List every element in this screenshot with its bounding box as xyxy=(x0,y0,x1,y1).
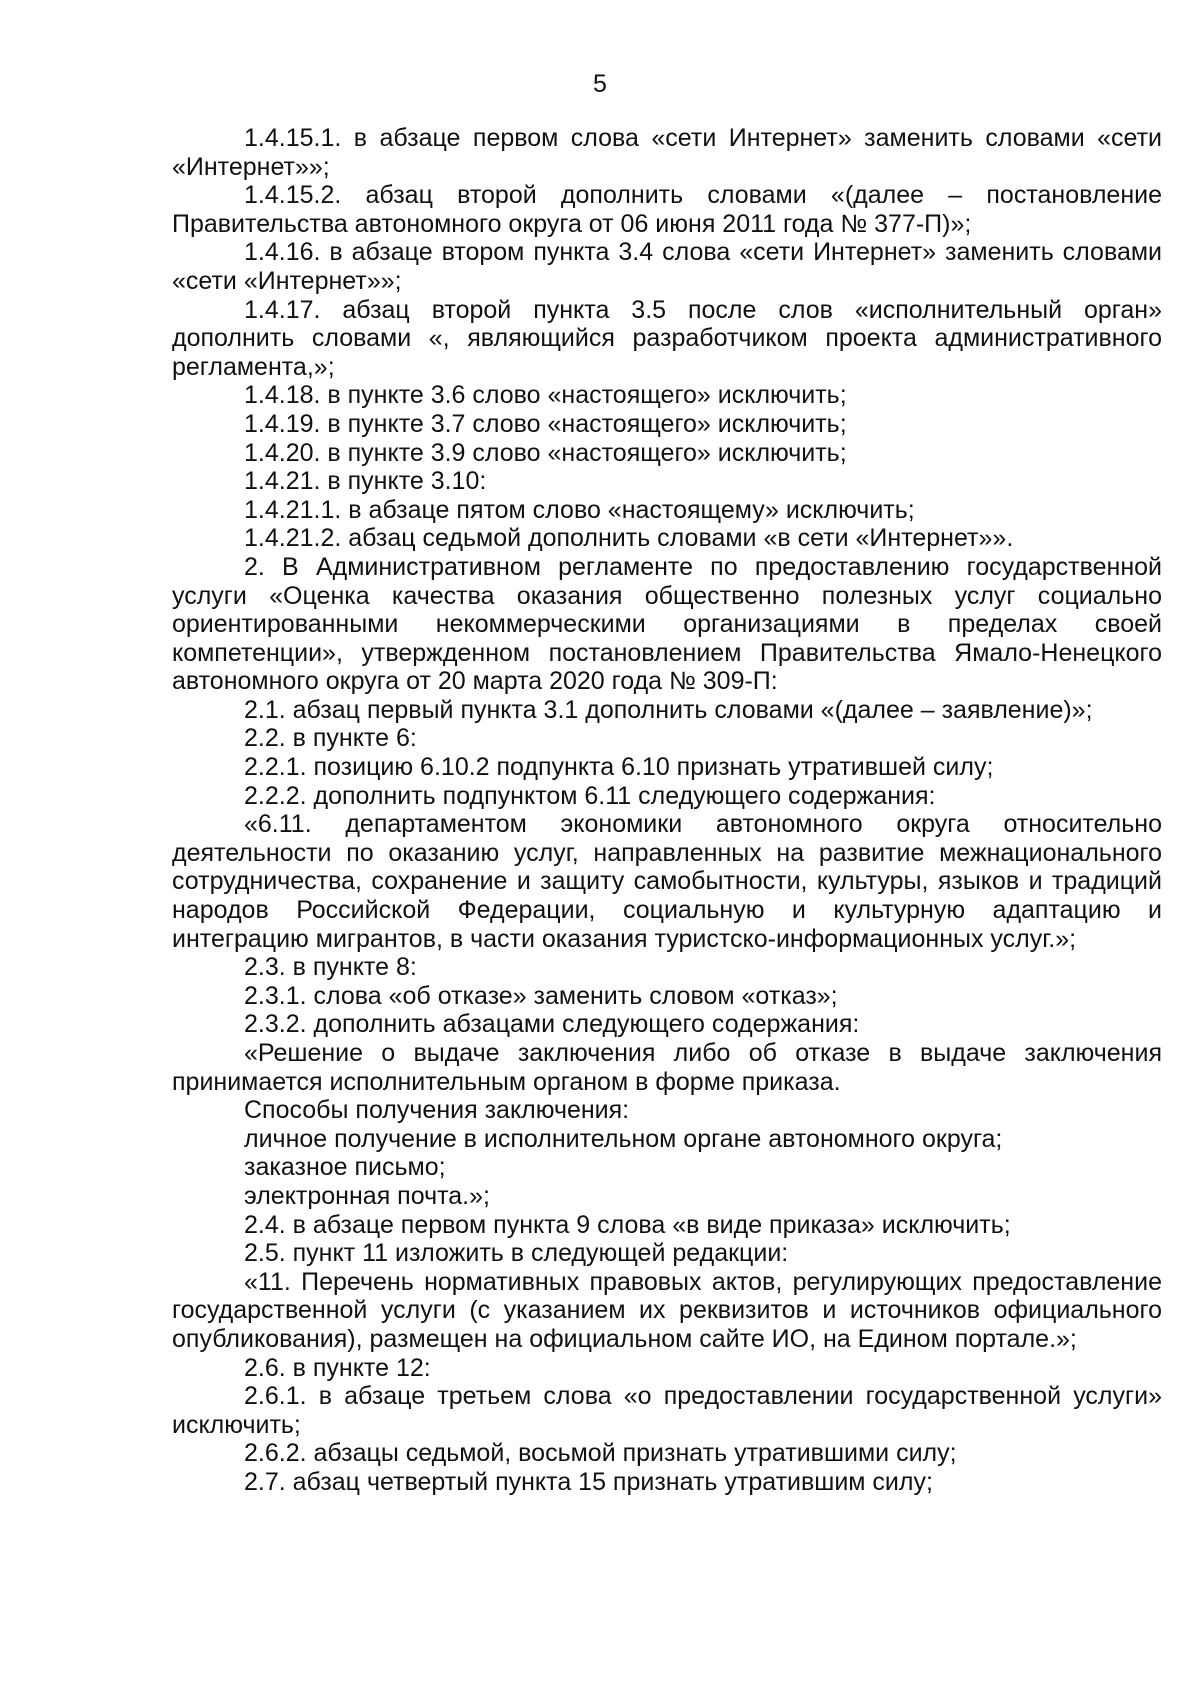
paragraph: 2.7. абзац четвертый пункта 15 признать утратившим силу; xyxy=(244,1467,933,1496)
paragraph: 1.4.21. в пункте 3.10: xyxy=(244,467,487,496)
paragraph: личное получение в исполнительном органе автономного округа; xyxy=(244,1124,1003,1153)
paragraph: 1.4.17. абзац второй пункта 3.5 после слов «исполнительный орган» дополнить словами «, являющийся разработчиком проекта административного регламента,»; xyxy=(172,295,1162,381)
paragraph: 2. В Административном регламенте по предоставлению государственной услуги «Оценка качества оказания общественно полезных услуг социально ориентированными некоммерческими организациями в пределах своей компетенции», утвержденном постановлением Правительства Ямало-Ненецкого автономного округа от 20 марта 2020 года № 309-П: xyxy=(172,552,1162,696)
paragraph: «Решение о выдаче заключения либо об отказе в выдаче заключения принимается исполнительным органом в форме приказа. xyxy=(172,1039,1162,1096)
paragraph: 2.6. в пункте 12: xyxy=(244,1353,431,1382)
paragraph: 2.4. в абзаце первом пункта 9 слова «в виде приказа» исключить; xyxy=(244,1210,1011,1239)
paragraph: 1.4.21.1. в абзаце пятом слово «настоящему» исключить; xyxy=(244,495,915,524)
paragraph: Способы получения заключения: xyxy=(244,1096,630,1125)
paragraph: 2.5. пункт 11 изложить в следующей редакции: xyxy=(244,1239,789,1268)
document-body xyxy=(172,124,1162,1497)
paragraph: 2.2. в пункте 6: xyxy=(244,724,417,753)
paragraph: заказное письмо; xyxy=(244,1153,446,1182)
paragraph: 2.2.2. дополнить подпунктом 6.11 следующего содержания: xyxy=(244,781,936,810)
paragraph: 2.2.1. позицию 6.10.2 подпункта 6.10 признать утратившей силу; xyxy=(244,753,994,782)
paragraph: 1.4.21.2. абзац седьмой дополнить словами «в сети «Интернет»». xyxy=(244,524,1014,553)
paragraph: «6.11. департаментом экономики автономного округа относительно деятельности по оказанию услуг, направленных на развитие межнационального сотрудничества, сохранение и защиту самобытности, культуры, языков и традиций народов Российской Федерации, социальную и культурную адаптацию и интеграцию мигрантов, в части оказания туристско-информационных услуг.»; xyxy=(172,810,1162,953)
paragraph: 2.3.2. дополнить абзацами следующего содержания: xyxy=(244,1010,860,1039)
paragraph: электронная почта.»; xyxy=(244,1181,490,1210)
page-number: 5 xyxy=(593,70,607,98)
paragraph: 2.6.1. в абзаце третьем слова «о предоставлении государственной услуги» исключить; xyxy=(172,1382,1162,1439)
paragraph: 1.4.15.1. в абзаце первом слова «сети Интернет» заменить словами «сети «Интернет»»; xyxy=(172,124,1162,181)
paragraph: 1.4.16. в абзаце втором пункта 3.4 слова «сети Интернет» заменить словами «сети «Интернет»»; xyxy=(172,238,1162,295)
paragraph: 2.3.1. слова «об отказе» заменить словом «отказ»; xyxy=(244,981,838,1010)
paragraph: 2.1. абзац первый пункта 3.1 дополнить словами «(далее – заявление)»; xyxy=(244,695,1093,724)
paragraph: 1.4.19. в пункте 3.7 слово «настоящего» исключить; xyxy=(244,409,847,438)
paragraph: «11. Перечень нормативных правовых актов, регулирующих предоставление государственной услуги (с указанием их реквизитов и источников официального опубликования), размещен на официальном сайте ИО, на Едином портале.»; xyxy=(172,1267,1162,1353)
paragraph: 2.3. в пункте 8: xyxy=(244,953,417,982)
paragraph: 1.4.20. в пункте 3.9 слово «настоящего» исключить; xyxy=(244,438,847,467)
paragraph: 1.4.15.2. абзац второй дополнить словами «(далее – постановление Правительства автономного округа от 06 июня 2011 года № 377-П)»; xyxy=(172,181,1162,238)
paragraph: 1.4.18. в пункте 3.6 слово «настоящего» исключить; xyxy=(244,381,847,410)
paragraph: 2.6.2. абзацы седьмой, восьмой признать утратившими силу; xyxy=(244,1439,957,1468)
